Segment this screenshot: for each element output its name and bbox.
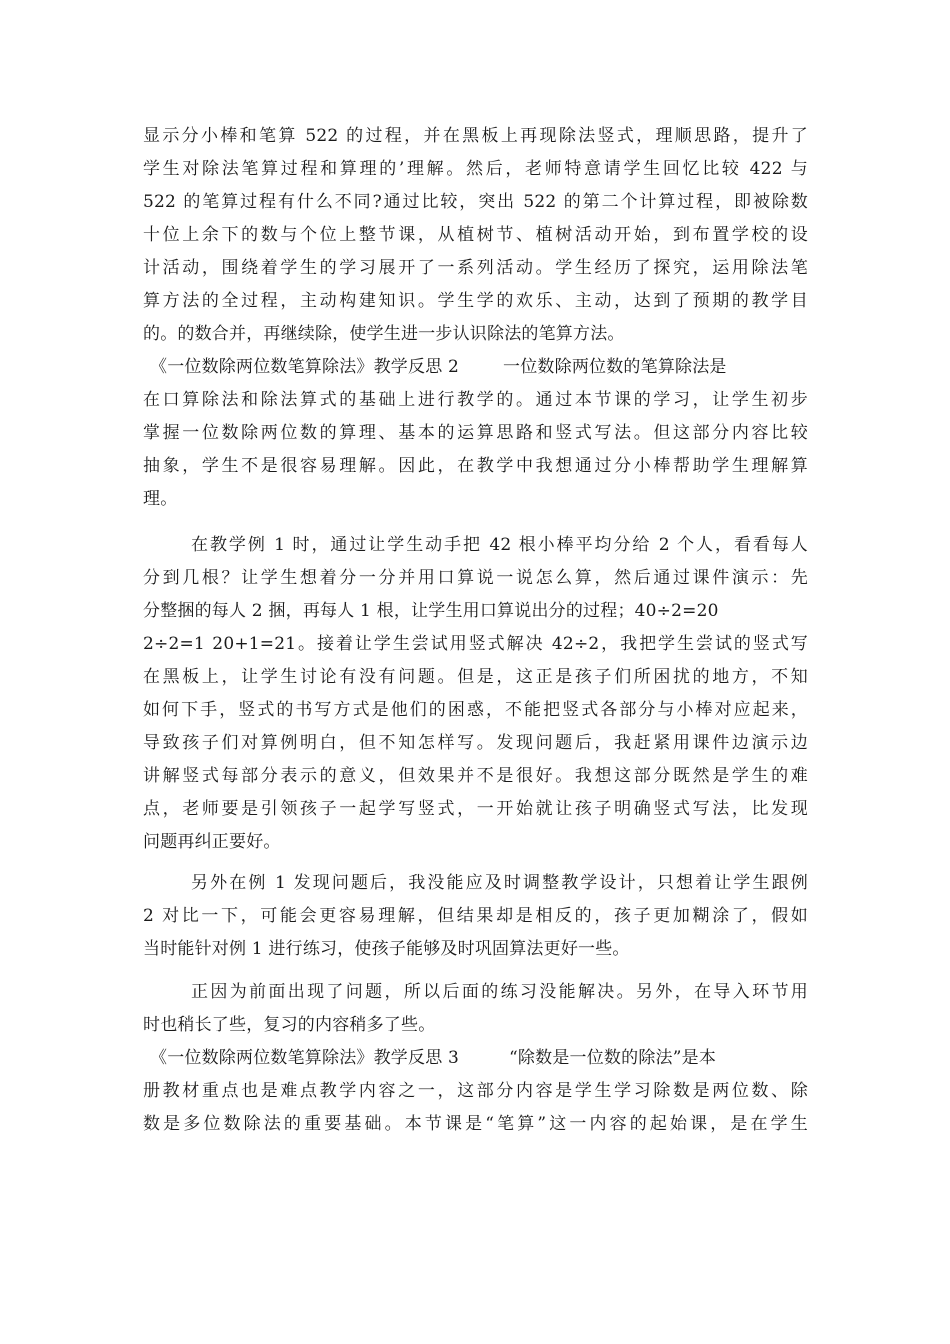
text-line: 计活动，围绕着学生的学习展开了一系列活动。学生经历了探究，运用除法笔 [143,258,808,278]
text-line: 时也稍长了些，复习的内容稍多了些。 [143,1015,436,1035]
text-line: 十位上余下的数与个位上整节课，从植树节、植树活动开始，到布置学校的设 [143,225,808,245]
text-line: 另外在例 1 发现问题后，我没能应及时调整教学设计，只想着让学生跟例 [191,873,808,893]
text-line: 讲解竖式每部分表示的意义，但效果并不是很好。我想这部分既然是学生的难 [143,766,808,786]
text-line: 在教学例 1 时，通过让学生动手把 42 根小棒平均分给 2 个人，看看每人 [191,535,808,555]
text-line: 册教材重点也是难点教学内容之一，这部分内容是学生学习除数是两位数、除 [143,1081,808,1101]
text-line: 如何下手，竖式的书写方式是他们的困惑，不能把竖式各部分与小棒对应起来， [143,700,808,720]
text-line: 学生对除法笔算过程和算理的’理解。然后，老师特意请学生回忆比较 422 与 [143,159,808,179]
section-title: 《一位数除两位数笔算除法》教学反思 3 [150,1048,460,1068]
text-line: 分整捆的每人 2 捆，再每人 1 根，让学生用口算说出分的过程；40÷2=20 [143,601,719,621]
text-line: 的。的数合并，再继续除，使学生进一步认识除法的笔算方法。 [143,324,625,344]
text-line: 当时能针对例 1 进行练习，使孩子能够及时巩固算法更好一些。 [143,939,630,959]
text-line: 在口算除法和除法算式的基础上进行教学的。通过本节课的学习，让学生初步 [143,390,808,410]
text-line: 算方法的全过程，主动构建知识。学生学的欢乐、主动，达到了预期的教学目 [143,291,808,311]
section-heading [150,351,808,384]
text-line: 2÷2=1 20+1=21。接着让学生尝试用竖式解决 42÷2，我把学生尝试的竖式写 [143,634,808,654]
text-line: 在黑板上，让学生讨论有没有问题。但是，这正是孩子们所困扰的地方，不知 [143,667,808,687]
text-line: 理。 [143,489,178,509]
text-line: 分到几根？让学生想着分一分并用口算说一说怎么算，然后通过课件演示：先 [143,568,808,588]
text-line: 2 对比一下，可能会更容易理解，但结果却是相反的，孩子更加糊涂了，假如 [143,906,808,926]
text-line: 显示分小棒和笔算 522 的过程，并在黑板上再现除法竖式，理顺思路，提升了 [143,126,808,146]
text-line: 正因为前面出现了问题，所以后面的练习没能解决。另外，在导入环节用 [191,982,808,1002]
text-line: 点，老师要是引领孩子一起学写竖式，一开始就让孩子明确竖式写法，比发现 [143,799,808,819]
text-line: 数是多位数除法的重要基础。本节课是“笔算”这一内容的起始课，是在学生 [143,1114,808,1134]
text-line: 掌握一位数除两位数的算理、基本的运算思路和竖式写法。但这部分内容比较 [143,423,808,443]
text-line: 522 的笔算过程有什么不同?通过比较，突出 522 的第二个计算过程，即被除数 [143,192,808,212]
section-lead-text: “除数是一位数的除法”是本 [509,1048,717,1068]
text-line: 导致孩子们对算例明白，但不知怎样写。发现问题后，我赶紧用课件边演示边 [143,733,808,753]
text-line: 抽象，学生不是很容易理解。因此，在教学中我想通过分小棒帮助学生理解算 [143,456,808,476]
text-line: 问题再纠正要好。 [143,832,281,852]
section-heading [150,1042,808,1075]
section-title: 《一位数除两位数笔算除法》教学反思 2 [150,357,460,377]
section-lead-text: 一位数除两位数的笔算除法是 [503,357,727,377]
